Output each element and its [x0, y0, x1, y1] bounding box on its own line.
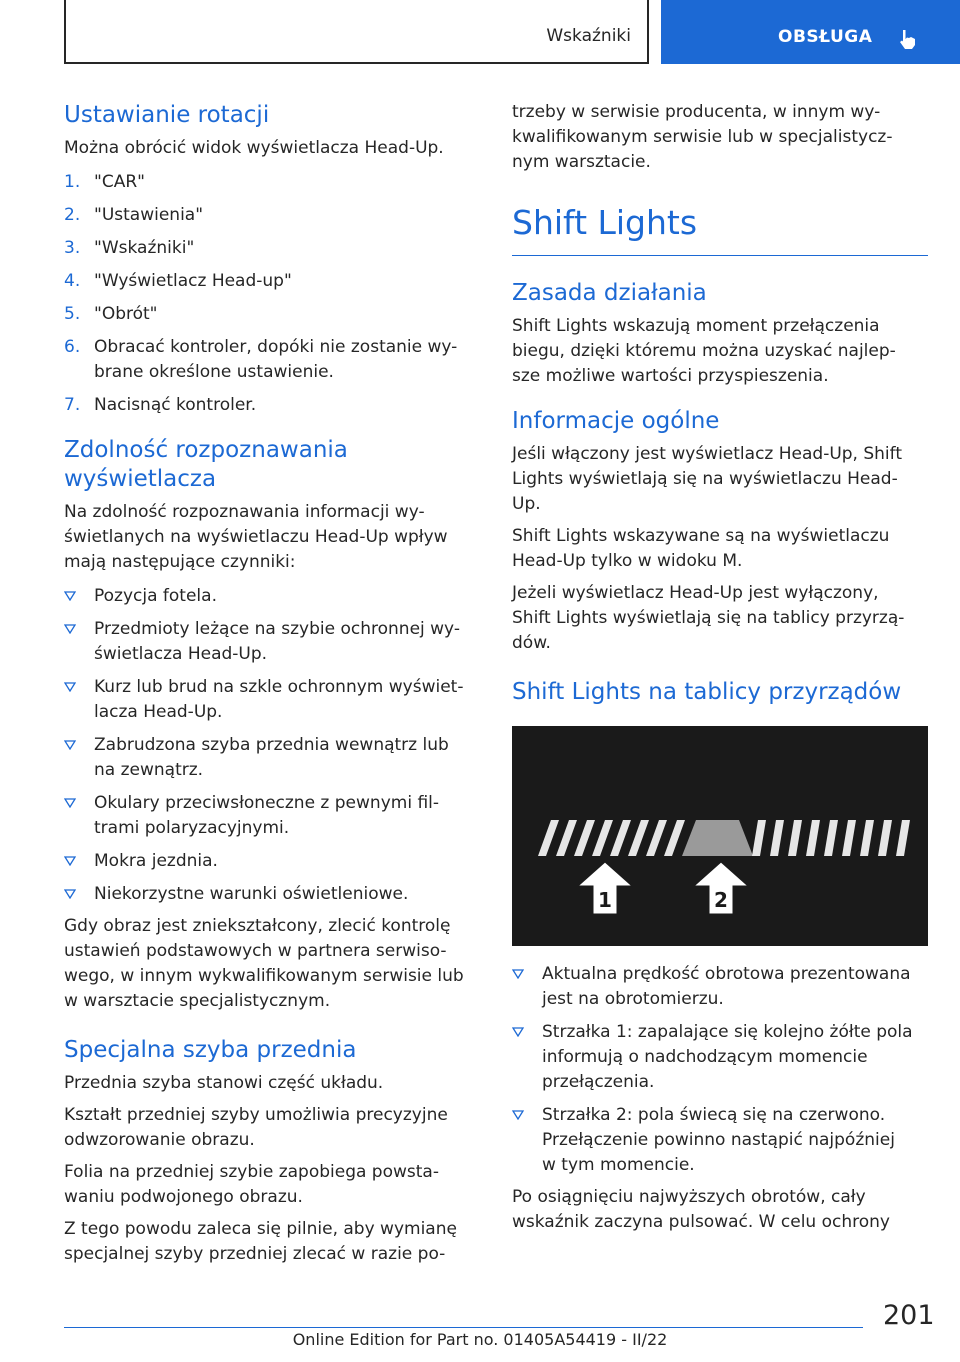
- list-item: Niekorzystne warunki oświetleniowe.: [64, 882, 478, 907]
- list-item: Mokra jezdnia.: [64, 849, 478, 874]
- shift-lights-illustration: [512, 726, 928, 946]
- paragraph-continuation: trzeby w serwisie producenta, w innym wy- kwalifikowanym serwisie lub w specjalistycz- nym warsztacie.: [512, 102, 893, 172]
- heading-windshield: Specjalna szyba przednia: [64, 1037, 357, 1063]
- list-item: Pozycja fotela.: [64, 584, 478, 609]
- list-item: 7. Nacisnąć kontroler.: [64, 395, 257, 415]
- shift-light-segments-right: [752, 820, 910, 856]
- header-chapter-tab[interactable]: [661, 0, 960, 64]
- footer-edition: Online Edition for Part no. 01405A54419 - II/22: [292, 1330, 668, 1349]
- list-item: Zabrudzona szyba przednia wewnątrz lub na zewnątrz.: [64, 733, 478, 783]
- heading-shift-lights: Shift Lights: [512, 203, 698, 242]
- arrow-2-icon: [694, 862, 748, 914]
- heading-general: Informacje ogólne: [512, 408, 720, 434]
- list-item: Strzałka 1: zapalające się kolejno żółte pola informują o nadchodzącym momencie przełączenia.: [512, 1020, 928, 1095]
- heading-rotation: Ustawianie rotacji: [64, 102, 270, 128]
- list-item: Aktualna prędkość obrotowa prezentowana jest na obrotomierzu.: [512, 962, 928, 1012]
- shift-light-center-field: [682, 820, 753, 856]
- paragraph-windshield-3: Folia na przedniej szybie zapobiega powsta- waniu podwojonego obrazu.: [64, 1162, 439, 1207]
- shift-light-segments-left: [538, 820, 685, 856]
- paragraph-final: Po osiągnięciu najwyższych obrotów, cały wskaźnik zaczyna pulsować. W celu ochrony: [512, 1187, 890, 1232]
- page-number: 201: [883, 1300, 935, 1331]
- list-item: 1. "CAR": [64, 172, 145, 192]
- list-item: 6. Obracać kontroler, dopóki nie zostanie wy- brane określone ustawienie.: [64, 337, 458, 382]
- triangle-bullet-icon: [64, 624, 76, 634]
- triangle-bullet-icon: [64, 740, 76, 750]
- list-item: Kurz lub brud na szkle ochronnym wyświet- lacza Head-Up.: [64, 675, 478, 725]
- triangle-bullet-icon: [64, 889, 76, 899]
- paragraph-windshield-4: Z tego powodu zaleca się pilnie, aby wymianę specjalnej szyby przedniej zlecać w razie po-: [64, 1219, 457, 1264]
- heading-rule: [512, 255, 928, 256]
- arrow-2-label: 2: [714, 888, 728, 912]
- paragraph-principle: Shift Lights wskazują moment przełączenia biegu, dzięki któremu można uzyskać najlep- sze możliwe wartości przyspieszenia.: [512, 316, 896, 386]
- triangle-bullet-icon: [64, 856, 76, 866]
- paragraph-rotation: Można obrócić widok wyświetlacza Head-Up.: [64, 138, 444, 158]
- pointing-hand-icon: [897, 28, 919, 50]
- list-item: 3. "Wskaźniki": [64, 238, 195, 258]
- paragraph-general-3: Jeżeli wyświetlacz Head-Up jest wyłączony, Shift Lights wyświetlają się na tablicy przyrzą- dów.: [512, 583, 905, 653]
- list-item: Okulary przeciwsłoneczne z pewnymi fil- trami polaryzacyjnymi.: [64, 791, 478, 841]
- list-item: 2. "Ustawienia": [64, 205, 204, 225]
- triangle-bullet-icon: [64, 682, 76, 692]
- left-column: [64, 90, 478, 1267]
- paragraph-general-2: Shift Lights wskazywane są na wyświetlaczu Head-Up tylko w widoku M.: [512, 526, 890, 571]
- right-column: [512, 90, 928, 1235]
- list-item: Przedmioty leżące na szybie ochronnej wy- świetlacza Head-Up.: [64, 617, 478, 667]
- heading-cluster: Shift Lights na tablicy przyrządów: [512, 679, 902, 705]
- factors-list: [64, 584, 478, 907]
- header-section-box: [64, 0, 649, 64]
- shift-lights-figure: [512, 726, 928, 946]
- steps-list: [64, 170, 478, 418]
- paragraph-general-1: Jeśli włączony jest wyświetlacz Head-Up, Shift Lights wyświetlają się na wyświetlaczu Head- Up.: [512, 444, 903, 514]
- heading-recognition: Zdolność rozpoznawania wyświetlacza: [64, 437, 348, 492]
- paragraph-windshield-1: Przednia szyba stanowi część układu.: [64, 1073, 384, 1093]
- triangle-bullet-icon: [512, 1110, 524, 1120]
- footer-rule: [64, 1327, 863, 1328]
- list-item: 5. "Obrót": [64, 304, 158, 324]
- triangle-bullet-icon: [512, 969, 524, 979]
- paragraph-windshield-2: Kształt przedniej szyby umożliwia precyzyjne odwzorowanie obrazu.: [64, 1105, 448, 1150]
- paragraph-recognition: Na zdolność rozpoznawania informacji wy- świetlanych na wyświetlaczu Head-Up wpływ mają następujące czynniki:: [64, 502, 448, 572]
- header-chapter-label: OBSŁUGA: [778, 27, 873, 47]
- header-section-title: Wskaźniki: [546, 26, 631, 46]
- triangle-bullet-icon: [64, 591, 76, 601]
- list-item: 4. "Wyświetlacz Head-up": [64, 271, 292, 291]
- arrow-1-icon: [578, 862, 632, 914]
- triangle-bullet-icon: [512, 1027, 524, 1037]
- arrow-1-label: 1: [598, 888, 612, 912]
- paragraph-distortion: Gdy obraz jest zniekształcony, zlecić kontrolę ustawień podstawowych w partnera serwiso- wego, w innym wykwalifikowanym serwisie lub w warsztacie specjalistycznym.: [64, 916, 464, 1011]
- heading-principle: Zasada działania: [512, 280, 707, 306]
- figure-legend-list: [512, 962, 928, 1178]
- list-item: Strzałka 2: pola świecą się na czerwono. Przełączenie powinno nastąpić najpóźniej w tym momencie.: [512, 1103, 928, 1178]
- triangle-bullet-icon: [64, 798, 76, 808]
